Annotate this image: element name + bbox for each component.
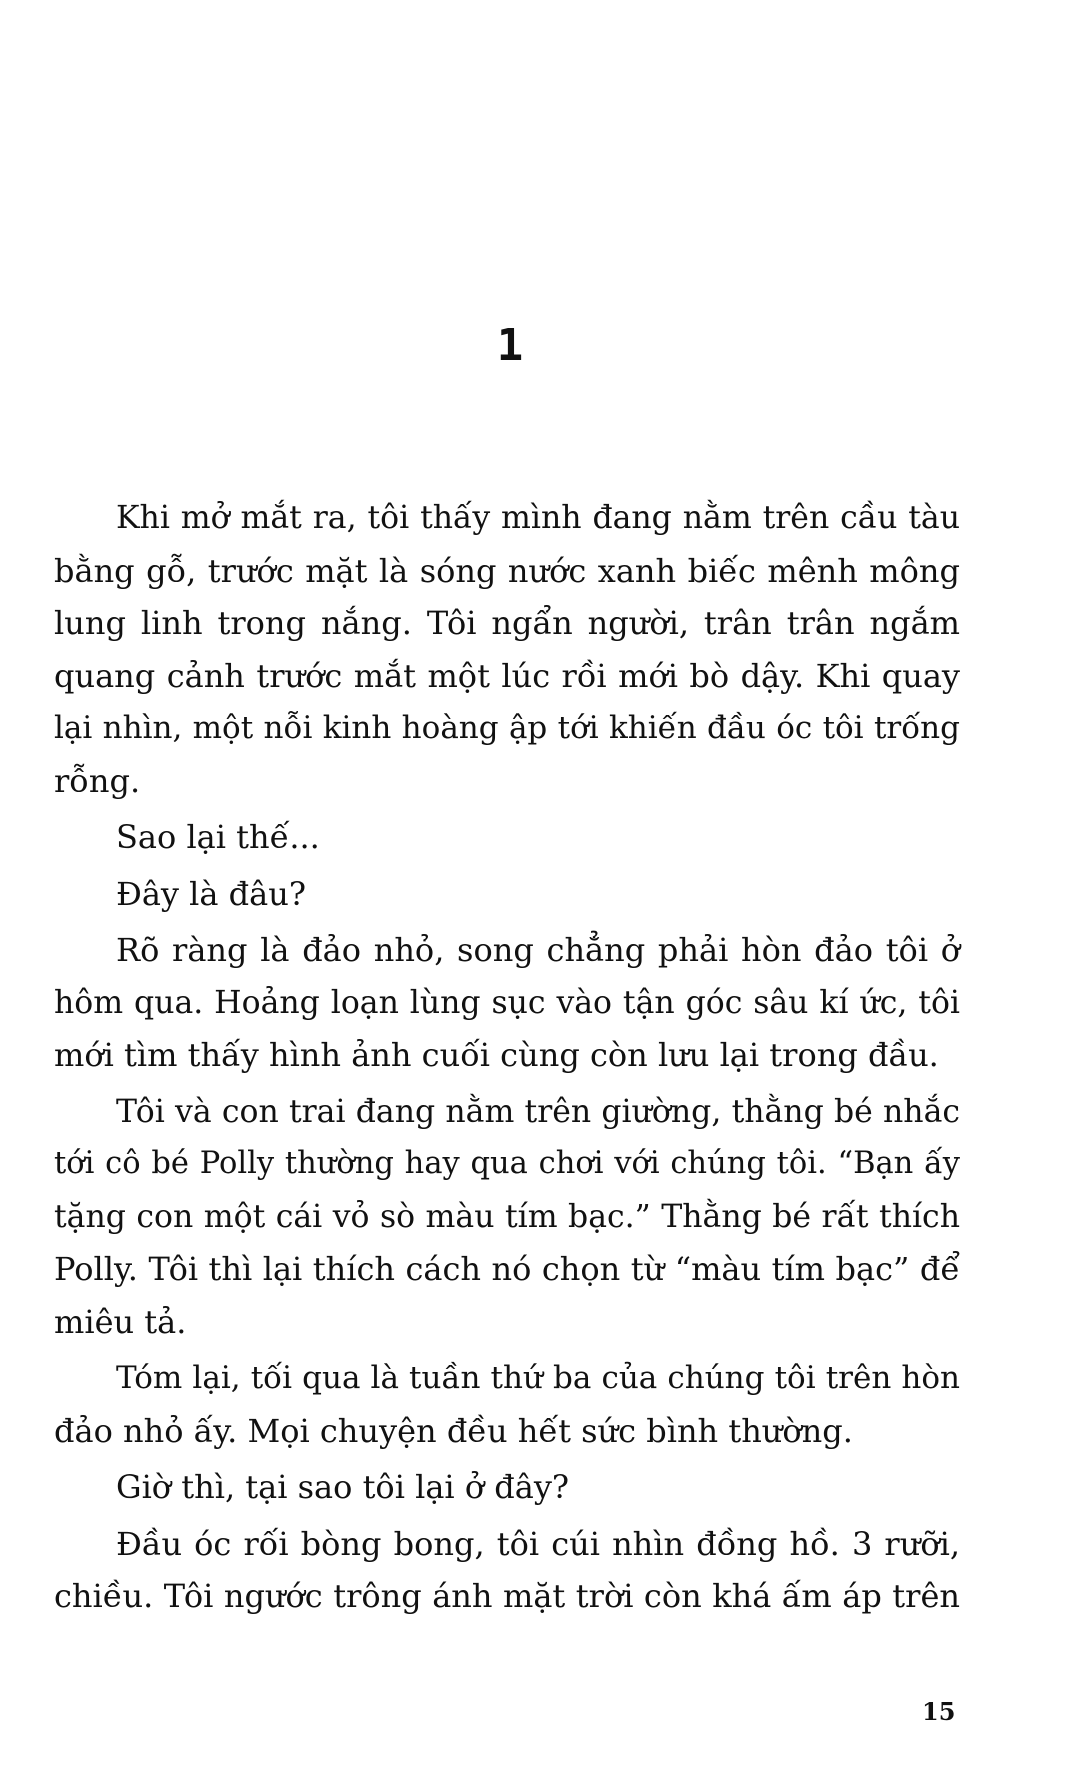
text-line: Tóm lại, tối qua là tuần thứ ba của chúng tôi trên hòn — [116, 1360, 960, 1396]
text-line: Sao lại thế... — [116, 818, 320, 856]
text-line: Khi mở mắt ra, tôi thấy mình đang nằm trên cầu tàu — [116, 500, 960, 536]
text-line: miêu tả. — [54, 1302, 187, 1341]
text-line: bằng gỗ, trước mặt là sóng nước xanh biếc mênh mông — [54, 551, 960, 590]
text-line: rỗng. — [54, 761, 141, 800]
text-line: lung linh trong nắng. Tôi ngẩn người, trân trân ngắm — [54, 604, 960, 642]
text-line: Giờ thì, tại sao tôi lại ở đây? — [116, 1468, 570, 1506]
text-line: hôm qua. Hoảng loạn lùng sục vào tận góc sâu kí ức, tôi — [54, 984, 960, 1021]
text-line: quang cảnh trước mắt một lúc rồi mới bò dậy. Khi quay — [54, 656, 960, 695]
text-line: Rõ ràng là đảo nhỏ, song chẳng phải hòn đảo tôi ở — [116, 931, 960, 969]
text-line: đảo nhỏ ấy. Mọi chuyện đều hết sức bình thường. — [54, 1411, 853, 1450]
text-line: lại nhìn, một nỗi kinh hoàng ập tới khiến đầu óc tôi trống — [54, 710, 960, 746]
text-line: tặng con một cái vỏ sò màu tím bạc.” Thằng bé rất thích — [54, 1198, 960, 1235]
text-line: Polly. Tôi thì lại thích cách nó chọn từ “màu tím bạc” để — [54, 1250, 960, 1288]
text-line: tới cô bé Polly thường hay qua chơi với chúng tôi. “Bạn ấy — [54, 1146, 960, 1181]
text-line: Tôi và con trai đang nằm trên giường, thằng bé nhắc — [116, 1093, 960, 1130]
text-line: mới tìm thấy hình ảnh cuối cùng còn lưu lại trong đầu. — [54, 1036, 939, 1074]
chapter-number: 1 — [496, 320, 524, 371]
body-text — [54, 492, 960, 1623]
text-line: Đây là đâu? — [116, 874, 306, 913]
text-line: chiều. Tôi ngước trông ánh mặt trời còn khá ấm áp trên — [54, 1577, 960, 1615]
text-line: Đầu óc rối bòng bong, tôi cúi nhìn đồng hồ. 3 rưỡi, — [116, 1524, 960, 1563]
page-number: 15 — [922, 1697, 956, 1726]
